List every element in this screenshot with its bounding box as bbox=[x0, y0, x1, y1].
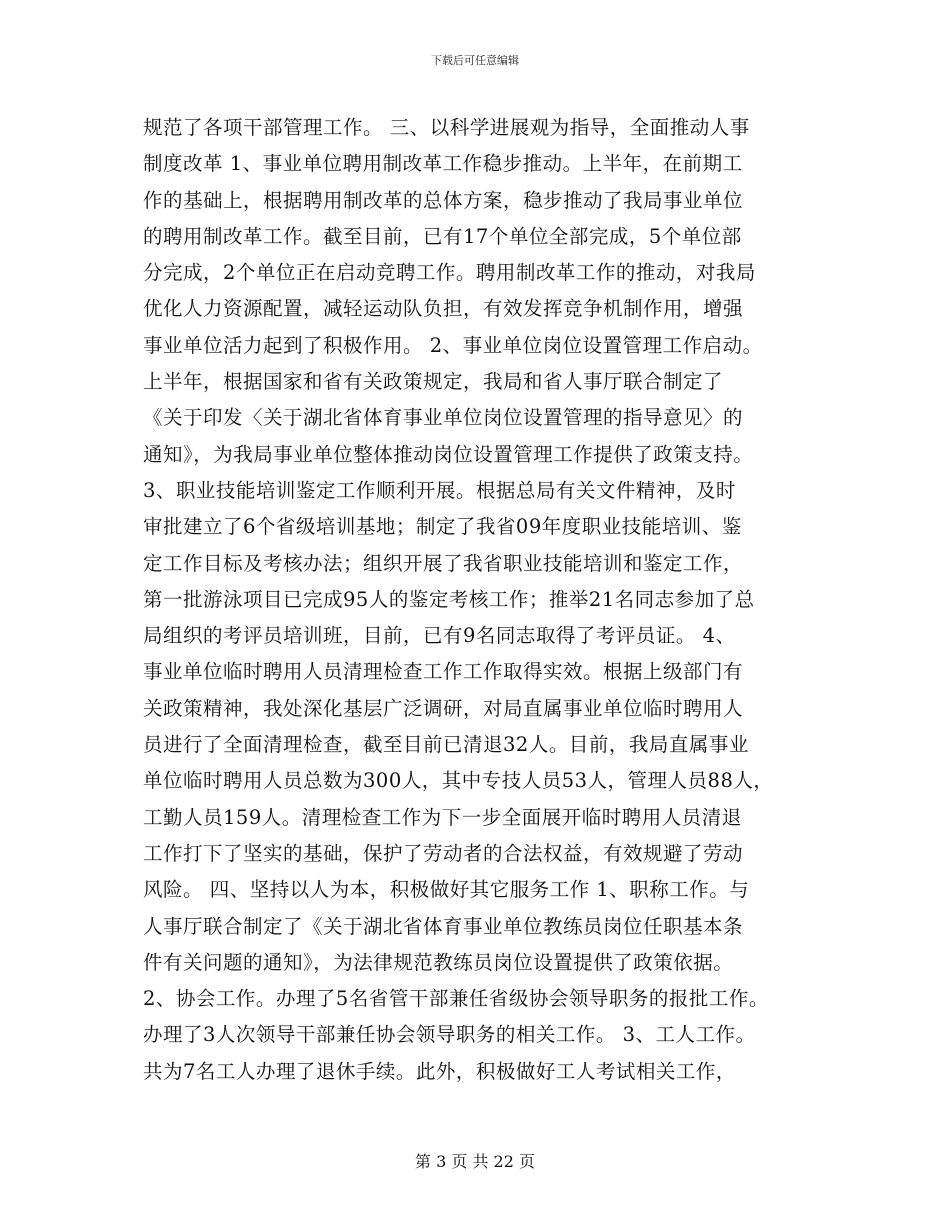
text-line: 规范了各项干部管理工作。 三、以科学进展观为指导，全面推动人事 bbox=[143, 116, 750, 139]
text-line: 局组织的考评员培训班，目前，已有9名同志取得了考评员证。 4、 bbox=[143, 624, 736, 648]
text-line: 工作打下了坚实的基础，保护了劳动者的合法权益，有效规避了劳动 bbox=[143, 841, 744, 865]
text-line: 上半年，根据国家和省有关政策规定，我局和省人事厅联合制定了 bbox=[143, 370, 724, 394]
text-line: 人事厅联合制定了《关于湖北省体育事业单位教练员岗位任职基本条 bbox=[143, 914, 744, 938]
text-line: 3、职业技能培训鉴定工作顺利开展。根据总局有关文件精神，及时 bbox=[143, 478, 736, 502]
text-line: 分完成，2个单位正在启动竞聘工作。聘用制改革工作的推动，对我局 bbox=[143, 261, 756, 285]
text-line: 单位临时聘用人员总数为300人，其中专技人员53人，管理人员88人， bbox=[143, 769, 774, 793]
text-line: 制度改革 1、事业单位聘用制改革工作稳步推动。上半年，在前期工 bbox=[143, 152, 743, 176]
document-body bbox=[143, 110, 833, 1090]
text-line: 2、协会工作。办理了5名省管干部兼任省级协会领导职务的报批工作。 bbox=[143, 987, 769, 1011]
text-line: 审批建立了6个省级培训基地；制定了我省09年度职业技能培训、鉴 bbox=[143, 515, 742, 539]
text-line: 办理了3人次领导干部兼任协会领导职务的相关工作。 3、工人工作。 bbox=[143, 1023, 756, 1047]
text-line: 定工作目标及考核办法；组织开展了我省职业技能培训和鉴定工作， bbox=[143, 551, 744, 575]
text-line: 工勤人员159人。清理检查工作为下一步全面展开临时聘用人员清退 bbox=[143, 805, 742, 829]
text-line: 通知》，为我局事业单位整体推动岗位设置管理工作提供了政策支持。 bbox=[143, 442, 754, 466]
page-header-note: 下载后可任意编辑 bbox=[431, 54, 519, 67]
text-line: 共为7名工人办理了退休手续。此外，积极做好工人考试相关工作， bbox=[143, 1059, 736, 1083]
text-line: 员进行了全面清理检查，截至目前已清退32人。目前，我局直属事业 bbox=[143, 733, 749, 757]
text-line: 关政策精神，我处深化基层广泛调研，对局直属事业单位临时聘用人 bbox=[143, 696, 744, 720]
text-line: 风险。 四、坚持以人为本，积极做好其它服务工作 1、职称工作。与 bbox=[143, 878, 750, 902]
text-line: 优化人力资源配置，减轻运动队负担，有效发挥竞争机制作用，增强 bbox=[143, 297, 744, 321]
text-line: 《关于印发〈关于湖北省体育事业单位岗位设置管理的指导意见〉的 bbox=[143, 406, 744, 430]
page-number-footer: 第 3 页 共 22 页 bbox=[415, 1152, 535, 1171]
text-line: 作的基础上，根据聘用制改革的总体方案，稳步推动了我局事业单位 bbox=[143, 188, 744, 212]
text-line: 事业单位活力起到了积极作用。 2、事业单位岗位设置管理工作启动。 bbox=[143, 333, 763, 357]
text-line: 第一批游泳项目已完成95人的鉴定考核工作；推举21名同志参加了总 bbox=[143, 587, 755, 611]
text-line: 事业单位临时聘用人员清理检查工作工作取得实效。根据上级部门有 bbox=[143, 660, 744, 684]
text-line: 件有关问题的通知》，为法律规范教练员岗位设置提供了政策依据。 bbox=[143, 950, 734, 974]
text-line: 的聘用制改革工作。截至目前，已有17个单位全部完成，5个单位部 bbox=[143, 224, 742, 248]
